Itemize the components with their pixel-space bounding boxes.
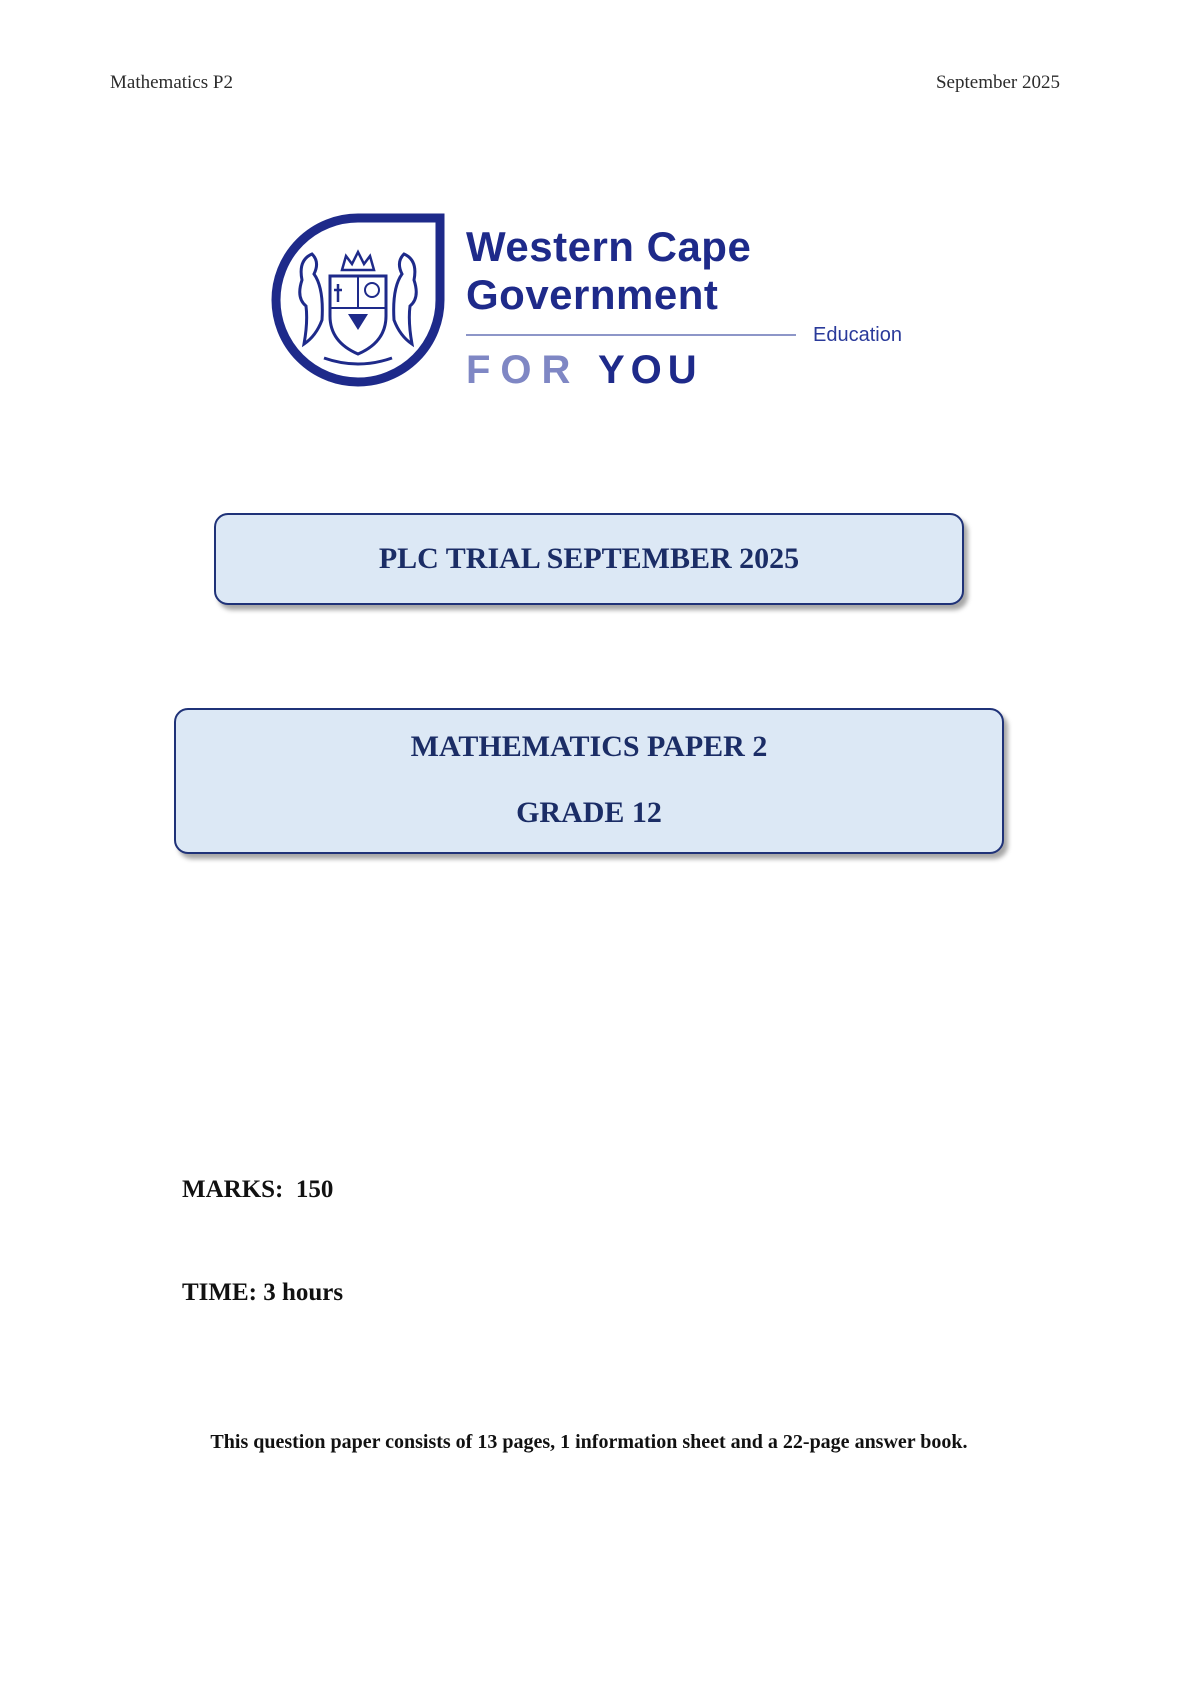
coat-of-arms-icon	[268, 210, 448, 390]
subject-box	[174, 708, 1004, 854]
paper-info-note: This question paper consists of 13 pages, 1 information sheet and a 22-page answer book.	[210, 1431, 968, 1453]
time-text: TIME: 3 hours	[182, 1279, 344, 1306]
exam-title-box	[214, 513, 964, 605]
logo-department: Education	[813, 324, 902, 346]
logo-line-government: Government	[466, 271, 719, 318]
western-cape-government-logo	[268, 210, 938, 400]
logo-divider	[466, 334, 796, 336]
logo-tagline-for: FOR	[466, 348, 581, 392]
logo-line-western-cape: Western Cape	[466, 223, 752, 270]
marks-text: MARKS: 150	[182, 1176, 334, 1203]
grade-title: GRADE 12	[516, 796, 662, 829]
logo-tagline-you: YOU	[598, 348, 703, 392]
header-left-text: Mathematics P2	[110, 72, 233, 93]
exam-title: PLC TRIAL SEPTEMBER 2025	[378, 542, 800, 575]
header-right-text: September 2025	[935, 72, 1060, 93]
subject-title: MATHEMATICS PAPER 2	[410, 730, 768, 763]
